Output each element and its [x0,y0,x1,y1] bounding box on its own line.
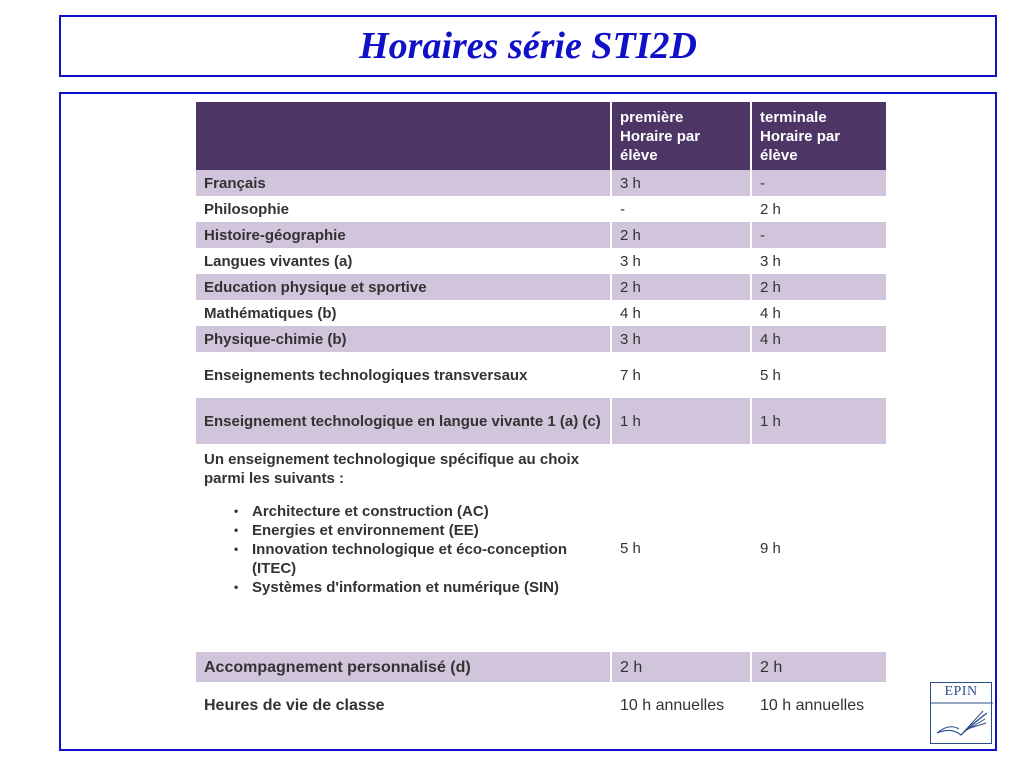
terminale-cell: 9 h [760,539,781,557]
table-header-row [196,102,886,170]
premiere-cell: - [611,196,751,222]
subject-cell: Heures de vie de classe [196,682,611,728]
terminale-cell: 10 h annuelles [760,696,865,714]
title-banner [59,15,997,77]
specialty-options-list [204,502,602,597]
table-row [196,300,886,326]
header-terminale: terminale Horaire par élève [760,108,841,164]
premiere-cell: 4 h [611,300,751,326]
table-row [196,352,886,398]
table-row [196,652,886,682]
subject-cell: Enseignement technologique en langue vivante 1 (a) (c) [196,398,611,444]
subject-cell: Enseignements technologiques transversaux [196,352,611,398]
content-panel [59,92,997,751]
list-item: • Systèmes d'information et numérique (SIN) [252,578,602,597]
table-row [196,274,886,300]
header-subject [196,102,611,170]
premiere-cell: 2 h [611,274,751,300]
specialty-intro: Un enseignement technologique spécifique au choix parmi les suivants : [204,451,580,487]
terminale-cell: 2 h [760,658,783,676]
table-row [196,682,886,728]
subject-cell: Mathématiques (b) [196,300,611,326]
logo-text: EPIN [944,684,978,699]
table-row [196,248,886,274]
table-row [196,326,886,352]
premiere-cell: 2 h [611,652,751,682]
terminale-cell: 4 h [760,330,781,348]
premiere-cell: 3 h [611,248,751,274]
terminale-cell: 2 h [760,278,781,296]
premiere-cell: 3 h [611,170,751,196]
schedule-table [196,102,886,728]
terminale-cell: 5 h [760,366,781,384]
subject-cell: Education physique et sportive [196,274,611,300]
premiere-cell: 7 h [611,352,751,398]
table-row [196,398,886,444]
terminale-cell: 4 h [760,304,781,322]
premiere-cell: 2 h [611,222,751,248]
terminale-cell: - [760,174,765,192]
table-row [196,170,886,196]
subject-cell: Français [196,170,611,196]
list-item: • Energies et environnement (EE) [252,521,602,540]
subject-cell: Langues vivantes (a) [196,248,611,274]
subject-cell: Accompagnement personnalisé (d) [196,652,611,682]
table-row-specialty [196,444,886,652]
page-title: Horaires série STI2D [359,25,697,67]
table-row [196,222,886,248]
terminale-cell: 1 h [760,412,781,430]
table-row [196,196,886,222]
terminale-cell: 3 h [760,252,781,270]
book-icon [931,683,993,745]
premiere-cell: 1 h [611,398,751,444]
header-premiere: première Horaire par élève [611,102,751,170]
list-item: • Innovation technologique et éco-conception (ITEC) [252,540,602,578]
premiere-cell: 10 h annuelles [611,682,751,728]
subject-cell: Histoire-géographie [196,222,611,248]
subject-cell: Physique-chimie (b) [196,326,611,352]
premiere-cell: 3 h [611,326,751,352]
subject-cell [196,444,611,652]
terminale-cell: 2 h [760,200,781,218]
terminale-cell: - [760,226,765,244]
premiere-cell: 5 h [611,444,751,652]
subject-cell: Philosophie [196,196,611,222]
epin-logo [930,682,992,744]
list-item: • Architecture et construction (AC) [252,502,602,521]
